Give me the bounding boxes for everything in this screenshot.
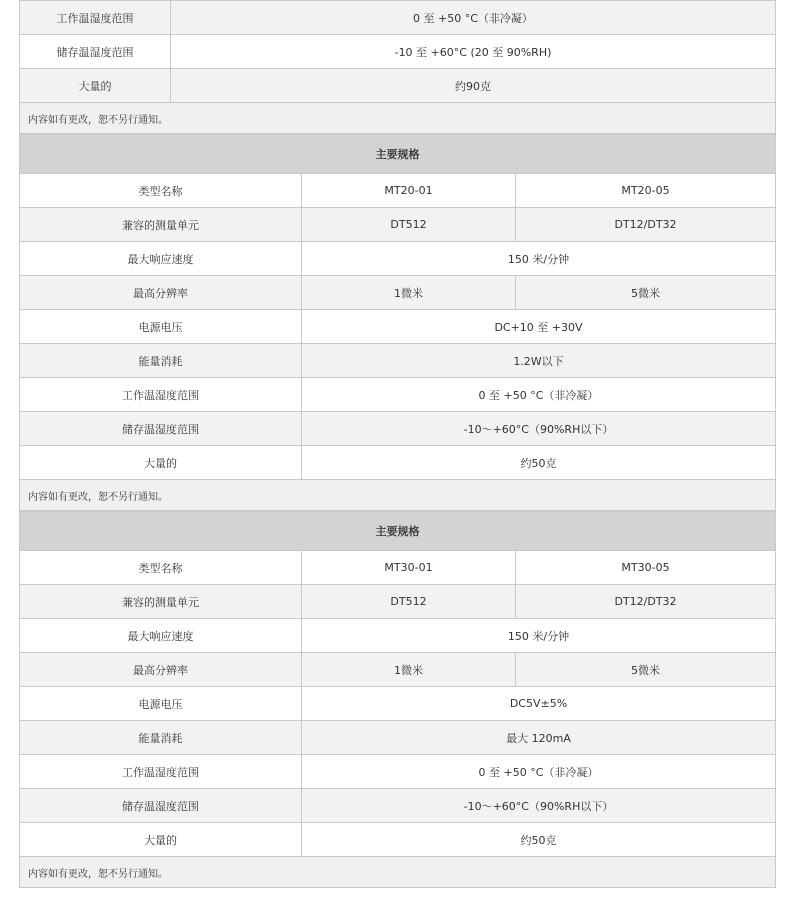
row-value: DC+10 至 +30V xyxy=(302,310,776,344)
row-value: -10～+60°C（90%RH以下） xyxy=(302,412,776,446)
row-value: 约50克 xyxy=(302,446,776,480)
row-value: 150 米/分钟 xyxy=(302,619,776,653)
row-value: DT512 xyxy=(302,585,516,619)
row-value: 最大 120mA xyxy=(302,721,776,755)
row-label: 类型名称 xyxy=(20,174,302,208)
spec-table-mt30 xyxy=(19,511,776,888)
table-row xyxy=(20,619,776,653)
table-note: 内容如有更改，恕不另行通知。 xyxy=(20,480,776,511)
row-label: 工作温湿度范围 xyxy=(20,1,171,35)
table-row xyxy=(20,378,776,412)
row-label: 最大响应速度 xyxy=(20,619,302,653)
spec-table-mt20 xyxy=(19,134,776,511)
row-label: 兼容的测量单元 xyxy=(20,585,302,619)
table-row xyxy=(20,446,776,480)
table-header-row xyxy=(20,135,776,174)
row-label: 电源电压 xyxy=(20,310,302,344)
row-value: 约50克 xyxy=(302,823,776,857)
table-header: 主要规格 xyxy=(20,512,776,551)
table-note: 内容如有更改，恕不另行通知。 xyxy=(20,857,776,888)
row-label: 储存温湿度范围 xyxy=(20,412,302,446)
row-value: 0 至 +50 °C（非冷凝） xyxy=(171,1,776,35)
row-value: 1.2W以下 xyxy=(302,344,776,378)
table-row xyxy=(20,687,776,721)
row-value: 1微米 xyxy=(302,276,516,310)
row-value: DT512 xyxy=(302,208,516,242)
table-row xyxy=(20,344,776,378)
row-label: 工作温湿度范围 xyxy=(20,378,302,412)
row-label: 最高分辨率 xyxy=(20,653,302,687)
table-row xyxy=(20,755,776,789)
table-row xyxy=(20,823,776,857)
row-label: 储存温湿度范围 xyxy=(20,35,171,69)
table-note: 内容如有更改，恕不另行通知。 xyxy=(20,103,776,134)
row-value: 150 米/分钟 xyxy=(302,242,776,276)
row-value: -10 至 +60°C (20 至 90%RH) xyxy=(171,35,776,69)
table-row xyxy=(20,310,776,344)
row-label: 最大响应速度 xyxy=(20,242,302,276)
row-label: 电源电压 xyxy=(20,687,302,721)
row-label: 能量消耗 xyxy=(20,721,302,755)
row-value: DT12/DT32 xyxy=(516,585,776,619)
row-label: 工作温湿度范围 xyxy=(20,755,302,789)
row-label: 能量消耗 xyxy=(20,344,302,378)
table-header: 主要规格 xyxy=(20,135,776,174)
row-value: DT12/DT32 xyxy=(516,208,776,242)
table-row xyxy=(20,721,776,755)
table-note-row xyxy=(20,103,776,134)
row-label: 大量的 xyxy=(20,823,302,857)
row-value: MT30-05 xyxy=(516,551,776,585)
table-row xyxy=(20,174,776,208)
table-row xyxy=(20,789,776,823)
spec-table-partial xyxy=(19,0,776,134)
table-row xyxy=(20,242,776,276)
table-header-row xyxy=(20,512,776,551)
row-label: 大量的 xyxy=(20,69,171,103)
row-label: 类型名称 xyxy=(20,551,302,585)
row-label: 大量的 xyxy=(20,446,302,480)
row-label: 兼容的测量单元 xyxy=(20,208,302,242)
row-value: 5微米 xyxy=(516,276,776,310)
table-row xyxy=(20,412,776,446)
row-value: -10～+60°C（90%RH以下） xyxy=(302,789,776,823)
row-label: 储存温湿度范围 xyxy=(20,789,302,823)
table-row xyxy=(20,69,776,103)
row-value: 约90克 xyxy=(171,69,776,103)
row-value: 5微米 xyxy=(516,653,776,687)
table-row xyxy=(20,551,776,585)
row-value: MT20-01 xyxy=(302,174,516,208)
table-note-row xyxy=(20,480,776,511)
table-row xyxy=(20,1,776,35)
table-row xyxy=(20,208,776,242)
table-row xyxy=(20,585,776,619)
row-label: 最高分辨率 xyxy=(20,276,302,310)
row-value: DC5V±5% xyxy=(302,687,776,721)
row-value: 0 至 +50 °C（非冷凝） xyxy=(302,378,776,412)
row-value: MT30-01 xyxy=(302,551,516,585)
row-value: 0 至 +50 °C（非冷凝） xyxy=(302,755,776,789)
row-value: 1微米 xyxy=(302,653,516,687)
row-value: MT20-05 xyxy=(516,174,776,208)
table-row xyxy=(20,276,776,310)
table-row xyxy=(20,35,776,69)
table-note-row xyxy=(20,857,776,888)
table-row xyxy=(20,653,776,687)
